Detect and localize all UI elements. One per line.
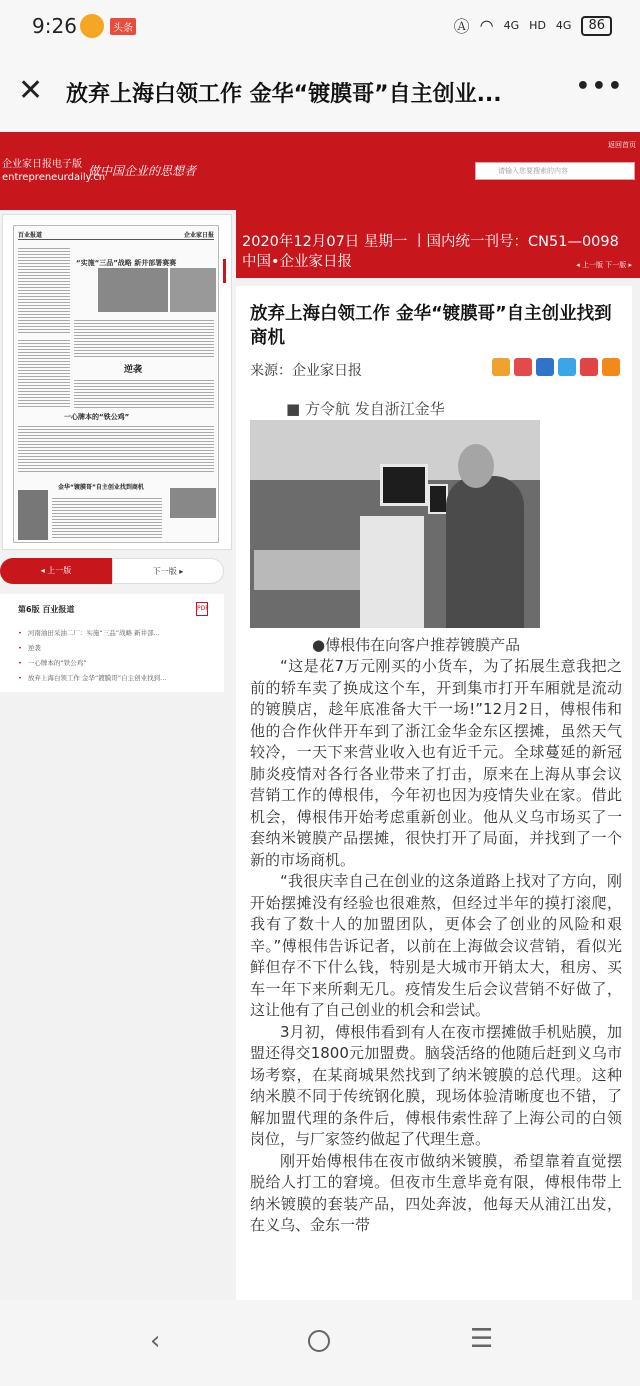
thumb-text-col	[52, 496, 162, 540]
thumbnail-scroll-indicator[interactable]	[223, 259, 226, 283]
prev-page-button[interactable]: ◂ 上一版	[0, 558, 112, 584]
thumb-text-col	[74, 378, 214, 408]
logo-line2: entrepreneurdaily.cn	[2, 172, 106, 183]
paper-date: 2020年12月07日 星期一 丨国内统一刊号：CN51—0098	[242, 234, 619, 250]
share-renren-icon[interactable]	[536, 358, 554, 376]
thumb-header	[18, 230, 214, 240]
article-body	[250, 656, 622, 1237]
back-home-link[interactable]: 返回首页	[608, 141, 636, 149]
left-panel	[0, 210, 233, 1300]
article-paragraph: “我很庆幸自己在创业的这条道路上找对了方向，刚开始摆摊没有经验也很难熬，但经过半年的摸打滚爬，我有了数十人的加盟团队，更体会了创业的风险和艰辛。”傅根伟告诉记者，以前在上海做会议营销，看似光鲜但存不下什么钱，特别是大城市开销太大，租房、买车一年下来所剩无几。疫情发生后会议营销不好做了，这让他有了自己创业的机会和尝试。	[250, 872, 622, 1019]
app-notification-icon	[80, 14, 104, 38]
thumb-headline-1: “实施“三品”战略 新井部署赛赛	[76, 259, 177, 267]
toc-title: 第6版 百业报道	[18, 605, 75, 614]
close-icon[interactable]: ✕	[18, 73, 44, 108]
share-icons	[492, 358, 620, 376]
signal-4g-2-icon: 4G	[555, 19, 572, 32]
thumb-text-col	[74, 318, 214, 358]
photo-kiosk	[360, 516, 424, 628]
status-time: 9:26	[32, 14, 77, 38]
photo-monitor	[380, 464, 428, 506]
nfc-icon: Ⓐ	[453, 17, 470, 36]
thumb-headline-4: 金华“镀膜哥”自主创业找到商机	[58, 484, 144, 491]
thumb-photo-1	[98, 268, 168, 312]
share-more-icon[interactable]	[602, 358, 620, 376]
signal-4g-icon: 4G	[503, 19, 520, 32]
share-tencent-weibo-icon[interactable]	[580, 358, 598, 376]
notification-badge: 头条	[110, 18, 136, 35]
share-qq-icon[interactable]	[558, 358, 576, 376]
toc-item[interactable]: • 逆袭	[18, 643, 166, 658]
thumb-header-left: 百业报道	[18, 232, 43, 239]
share-weibo-icon[interactable]	[514, 358, 532, 376]
thumb-photo-2	[170, 268, 216, 312]
toc-item[interactable]: • 河南油田采油二厂：实施“三品”战略 新井部...	[18, 628, 166, 643]
thumb-headline-3: 一心牌本的“铁公鸡”	[64, 413, 130, 421]
toc-item[interactable]: • 一心牌本的“铁公鸡”	[18, 658, 166, 673]
home-icon[interactable]	[308, 1330, 330, 1352]
toc-list	[18, 628, 166, 688]
site-slogan: 做中国企业的思想者	[88, 164, 197, 178]
thumb-text-col	[18, 246, 70, 334]
next-page-button[interactable]: 下一版 ▸	[112, 558, 224, 584]
article	[236, 286, 632, 1300]
article-paragraph: “这是花7万元刚买的小货车，为了拓展生意我把之前的轿车卖了换成这个车，开到集市打开车厢就是流动的镀膜店，趁年底准备大干一场!”12月2日，傅根伟和他的合作伙伴开车到了浙江金华金东区摆摊，虽然天气较冷，一天下来营业收入也有近千元。全球蔓延的新冠肺炎疫情对各行各业带来了打击，原来在上海从事会议营销工作的傅根伟，今年初也因为疫情失业在家。借此机会，傅根伟开始考虑重新创业。他从义乌市场买了一套纳米镀膜产品摆摊，很快打开了局面，并找到了一个新的市场商机。	[250, 657, 622, 869]
page-thumbnail[interactable]	[13, 225, 219, 543]
thumb-text-col	[18, 338, 70, 408]
article-author: ■ 方令航 发自浙江金华	[286, 400, 445, 418]
photo-caption: ●傅根伟在向客户推荐镀膜产品	[312, 636, 521, 654]
status-icons	[454, 14, 612, 37]
article-photo	[250, 420, 540, 628]
wifi-icon: ◠	[479, 16, 494, 35]
more-menu-button[interactable]: •••	[575, 74, 624, 99]
paper-info-band	[236, 210, 640, 278]
thumb-headline-2: 逆袭	[124, 365, 143, 375]
paper-nav[interactable]: ◂ 上一版 下一版 ▸	[576, 261, 632, 269]
web-content	[0, 132, 640, 1300]
article-paragraph: 3月初，傅根伟看到有人在夜市摆摊做手机贴膜，加盟还得交1800元加盟费。脑袋活络的他随后赶到义乌市场考察，在某商城果然找到了纳米镀膜的总代理。这种纳米膜不同于传统钢化膜，现场体验清晰度也不错，了解加盟代理的条件后，傅根伟索性辞了上海公司的白领岗位，与厂家签约做起了代理生意。	[250, 1022, 622, 1148]
pdf-icon[interactable]: PDF	[196, 602, 208, 616]
paper-name: 中国•企业家日报	[242, 254, 353, 270]
back-icon[interactable]: ‹	[150, 1326, 161, 1356]
battery-icon: 86	[581, 16, 612, 36]
recents-icon[interactable]: ☰	[470, 1324, 494, 1354]
logo-line1: 企业家日报电子版	[2, 159, 82, 170]
photo-monitor-small	[428, 484, 448, 514]
photo-person-head	[458, 444, 494, 488]
article-title: 放弃上海白领工作 金华“镀膜哥”自主创业找到商机	[250, 304, 612, 348]
thumb-photo-4	[170, 488, 216, 518]
system-nav-bar	[0, 1300, 640, 1386]
page-toc	[0, 594, 224, 692]
thumb-header-right: 企业家日报	[183, 232, 214, 239]
thumb-photo-3	[18, 490, 48, 540]
article-source: 来源：企业家日报	[250, 363, 362, 379]
page-pager	[0, 558, 224, 584]
page-thumbnail-frame	[2, 214, 232, 550]
article-paragraph: 刚开始傅根伟在夜市做纳米镀膜，希望靠着直觉摆脱给人打工的窘境。但夜市生意毕竟有限，傅根伟带上纳米镀膜的套装产品，四处奔波，他每天从浦江出发，在义乌、金东一带	[250, 1151, 622, 1234]
app-title-bar	[0, 56, 640, 132]
page-title: 放弃上海白领工作 金华“镀膜哥”自主创业...	[66, 82, 502, 107]
status-bar	[0, 0, 640, 56]
photo-table	[254, 550, 374, 590]
thumb-text-col	[18, 424, 214, 474]
search-input[interactable]: 请输入您要搜索的内容	[475, 162, 635, 180]
share-qzone-icon[interactable]	[492, 358, 510, 376]
photo-person	[446, 476, 524, 628]
toc-item[interactable]: • 放弃上海白领工作 金华“镀膜哥”自主创业找到...	[18, 673, 166, 688]
site-header	[0, 132, 640, 210]
hd-label: HD	[529, 19, 546, 32]
